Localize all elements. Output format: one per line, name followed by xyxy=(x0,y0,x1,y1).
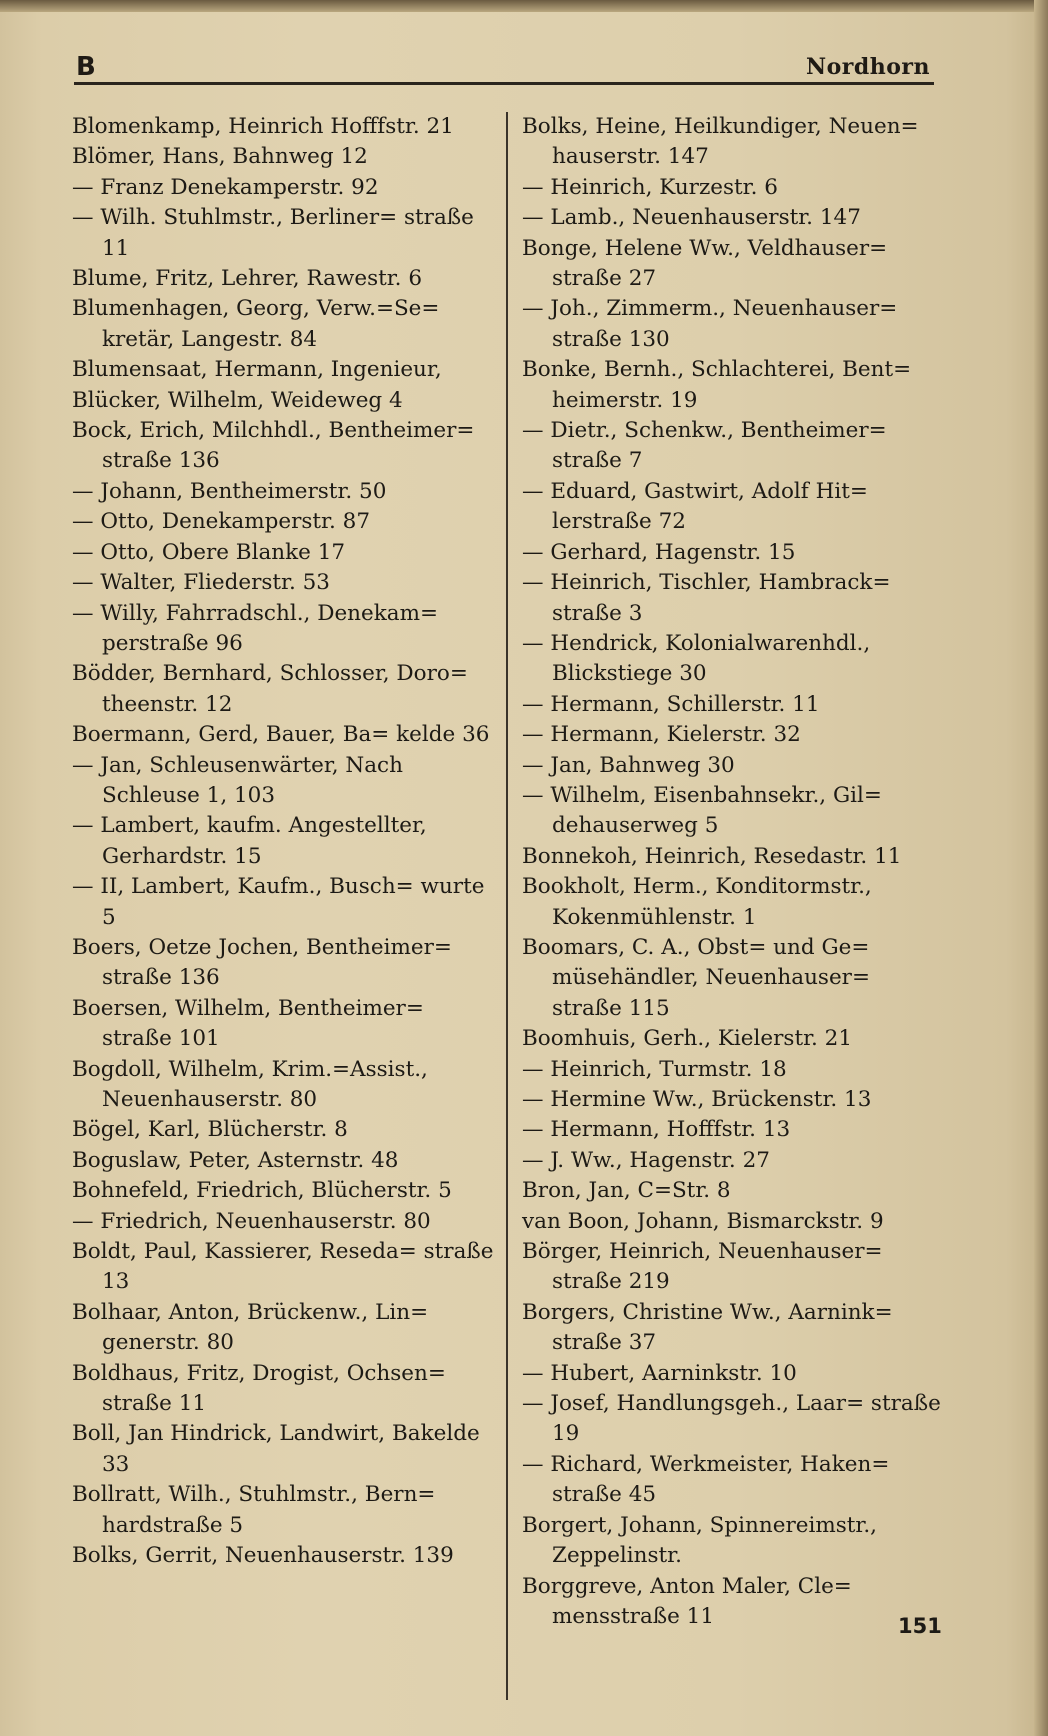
directory-entry: Borgers, Christine Ww., Aarnink= straße 37 xyxy=(522,1299,893,1356)
directory-entry: Bögel, Karl, Blücherstr. 8 xyxy=(72,1117,348,1143)
directory-entry: — Walter, Fliederstr. 53 xyxy=(72,570,330,596)
page-right-edge xyxy=(1034,0,1048,1736)
left-column xyxy=(72,112,500,1572)
directory-entry: — Hermine Ww., Brückenstr. 13 xyxy=(522,1087,872,1112)
directory-entry: Blumensaat, Hermann, Ingenieur, xyxy=(72,357,442,383)
directory-entry: Boll, Jan Hindrick, Landwirt, Bakelde 33 xyxy=(72,1421,480,1477)
directory-entry: Boomhuis, Gerh., Kielerstr. 21 xyxy=(522,1026,853,1052)
directory-entry: — Richard, Werkmeister, Haken= straße 45 xyxy=(522,1451,890,1508)
directory-entry: — Heinrich, Tischler, Hambrack= straße 3 xyxy=(522,570,891,626)
directory-entry: — Otto, Denekamperstr. 87 xyxy=(72,509,370,535)
directory-entry: Bonge, Helene Ww., Veldhauser= straße 27 xyxy=(522,235,888,292)
directory-entry: — Joh., Zimmerm., Neuenhauser= straße 130 xyxy=(522,296,898,352)
directory-entry: Borgert, Johann, Spinnereimstr., Zeppelinstr. xyxy=(522,1512,877,1569)
directory-entry: Bron, Jan, C=Str. 8 xyxy=(522,1178,731,1204)
directory-entry: Börger, Heinrich, Neuenhauser= straße 219 xyxy=(522,1239,883,1295)
directory-entry: — Heinrich, Kurzestr. 6 xyxy=(522,174,778,200)
directory-entry: — Lamb., Neuenhauserstr. 147 xyxy=(522,205,861,231)
directory-entry: Blumenhagen, Georg, Verw.=Se= kretär, Langestr. 84 xyxy=(72,296,440,352)
directory-entry: Borggreve, Anton Maler, Cle= mensstraße 11 xyxy=(522,1573,852,1629)
directory-entry: — Jan, Schleusenwärter, Nach Schleuse 1, 103 xyxy=(72,752,403,808)
directory-entry: — Eduard, Gastwirt, Adolf Hit= lerstraße 72 xyxy=(522,478,868,535)
right-column xyxy=(522,112,942,1632)
directory-entry: van Boon, Johann, Bismarckstr. 9 xyxy=(522,1208,884,1234)
directory-entry: — Willy, Fahrradschl., Denekam= perstraße 96 xyxy=(72,600,438,656)
page-title: Nordhorn xyxy=(805,54,930,80)
page-top-edge xyxy=(0,0,1048,12)
directory-entry: Bohnefeld, Friedrich, Blücherstr. 5 xyxy=(72,1178,452,1204)
directory-entry: — Josef, Handlungsgeh., Laar= straße 19 xyxy=(522,1391,941,1447)
directory-entry: — Otto, Obere Blanke 17 xyxy=(72,539,346,565)
directory-entry: — Hendrick, Kolonialwarenhdl., Blickstiege 30 xyxy=(522,630,871,687)
directory-entry: Bogdoll, Wilhelm, Krim.=Assist., Neuenhauserstr. 80 xyxy=(72,1056,428,1112)
directory-entry: Bonke, Bernh., Schlachterei, Bent= heimerstr. 19 xyxy=(522,357,912,413)
directory-entry: — II, Lambert, Kaufm., Busch= wurte 5 xyxy=(72,874,485,930)
directory-entry: Blücker, Wilhelm, Weideweg 4 xyxy=(72,387,403,413)
directory-entry: — Jan, Bahnweg 30 xyxy=(522,752,735,778)
directory-entry: — Hermann, Hofffstr. 13 xyxy=(522,1117,791,1143)
directory-entry: Boersen, Wilhelm, Bentheimer= straße 101 xyxy=(72,995,424,1052)
column-divider xyxy=(506,112,508,1700)
directory-entry: Boermann, Gerd, Bauer, Ba= kelde 36 xyxy=(72,722,490,748)
directory-entry: — Gerhard, Hagenstr. 15 xyxy=(522,539,796,565)
directory-entry: — J. Ww., Hagenstr. 27 xyxy=(522,1147,770,1173)
directory-entry: Boomars, C. A., Obst= und Ge= müsehändler, Neuenhauser= straße 115 xyxy=(522,934,870,1021)
directory-entry: Bollratt, Wilh., Stuhlmstr., Bern= hardstraße 5 xyxy=(72,1482,436,1538)
directory-entry: — Dietr., Schenkw., Bentheimer= straße 7 xyxy=(522,418,887,474)
page-number: 151 xyxy=(898,1614,942,1638)
directory-entry: — Hermann, Schillerstr. 11 xyxy=(522,691,820,717)
directory-entry: Bolhaar, Anton, Brückenw., Lin= generstr. 80 xyxy=(72,1299,429,1356)
directory-entry: Boguslaw, Peter, Asternstr. 48 xyxy=(72,1147,399,1173)
directory-entry: Bolks, Gerrit, Neuenhauserstr. 139 xyxy=(72,1543,454,1569)
directory-entry: Boldhaus, Fritz, Drogist, Ochsen= straße 11 xyxy=(72,1360,446,1417)
directory-entry: Boldt, Paul, Kassierer, Reseda= straße 13 xyxy=(72,1239,494,1295)
directory-entry: — Heinrich, Turmstr. 18 xyxy=(522,1056,787,1082)
directory-entry: Boers, Oetze Jochen, Bentheimer= straße 136 xyxy=(72,934,452,991)
directory-entry: — Friedrich, Neuenhauserstr. 80 xyxy=(72,1208,431,1234)
directory-entry: — Lambert, kaufm. Angestellter, Gerhardstr. 15 xyxy=(72,813,427,869)
directory-entry: Blume, Fritz, Lehrer, Rawestr. 6 xyxy=(72,266,423,292)
directory-entry: Bödder, Bernhard, Schlosser, Doro= theenstr. 12 xyxy=(72,661,468,717)
directory-entry: — Wilh. Stuhlmstr., Berliner= straße 11 xyxy=(72,205,474,261)
directory-entry: — Hermann, Kielerstr. 32 xyxy=(522,722,801,748)
directory-entry: Bolks, Heine, Heilkundiger, Neuen= hauserstr. 147 xyxy=(522,114,919,170)
directory-entry: — Franz Denekamperstr. 92 xyxy=(72,174,379,200)
directory-entry: Bonnekoh, Heinrich, Resedastr. 11 xyxy=(522,843,902,869)
directory-entry: Blomenkamp, Heinrich Hofffstr. 21 xyxy=(72,114,454,139)
header-rule xyxy=(74,82,934,85)
directory-entry: Blömer, Hans, Bahnweg 12 xyxy=(72,144,368,170)
directory-entry: Bock, Erich, Milchhdl., Bentheimer= straße 136 xyxy=(72,418,475,474)
directory-entry: — Hubert, Aarninkstr. 10 xyxy=(522,1360,797,1386)
directory-entry: Bookholt, Herm., Konditormstr., Kokenmühlenstr. 1 xyxy=(522,874,872,930)
directory-entry: — Johann, Bentheimerstr. 50 xyxy=(72,478,387,504)
section-letter: B xyxy=(76,52,96,82)
directory-entry: — Wilhelm, Eisenbahnsekr., Gil= dehauserweg 5 xyxy=(522,782,882,839)
